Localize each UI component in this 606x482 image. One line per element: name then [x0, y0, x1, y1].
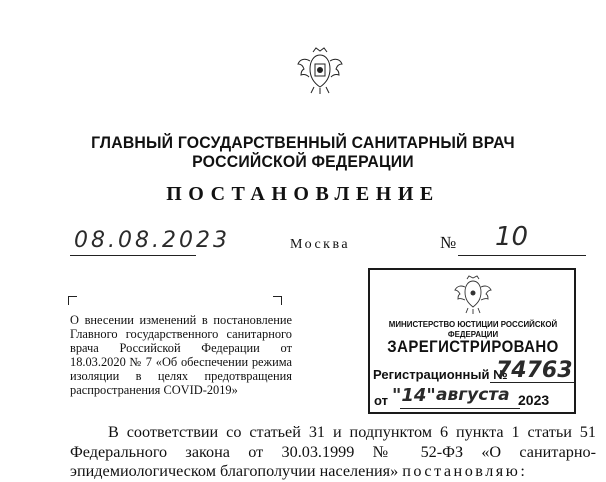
body-paragraph — [70, 423, 596, 482]
document-date: 08.08.2023 — [74, 228, 230, 253]
stamp-ministry-name: МИНИСТЕРСТВО ЮСТИЦИИ РОССИЙСКОЙ ФЕДЕРАЦИИ — [388, 319, 558, 339]
subject-bracket-right — [273, 296, 282, 305]
coat-of-arms-icon — [296, 46, 344, 96]
body-paragraph-text: В соответствии со статьей 31 и подпунктом 6 пункта 1 статьи 51 Федерального закона от 30.03.1999 № 52-ФЗ «О санитарно- эпидемиологическом благополучии населения» — [70, 423, 596, 480]
stamp-status: ЗАРЕГИСТРИРОВАНО — [387, 337, 559, 356]
number-sign: № — [440, 233, 457, 252]
stamp-day: "14" — [392, 385, 436, 406]
document-number: 10 — [495, 222, 529, 252]
decree-word: постановляю: — [402, 462, 528, 480]
stamp-from-label: от — [374, 393, 388, 408]
date-underline — [70, 255, 196, 256]
city-label: Москва — [290, 237, 351, 252]
stamp-coat-of-arms-icon — [452, 274, 494, 316]
authority-title-line-1: ГЛАВНЫЙ ГОСУДАРСТВЕННЫЙ САНИТАРНЫЙ ВРАЧ — [91, 133, 515, 152]
stamp-date-underline — [400, 408, 520, 409]
subject-bracket-left — [68, 296, 77, 305]
number-underline — [458, 255, 586, 256]
authority-title-line-2: РОССИЙСКОЙ ФЕДЕРАЦИИ — [192, 152, 414, 171]
stamp-year: 2023 — [518, 392, 550, 408]
stamp-registration-underline — [490, 382, 574, 383]
stamp-registration-number: 74763 — [496, 358, 573, 383]
stamp-registration-label: Регистрационный № — [373, 367, 508, 382]
document-subject: О внесении изменений в постановление Главного государственного санитарного врача Российской Федерации от 18.03.2020 № 7 «Об обеспечении режима изоляции в целях предотвращения распространения COVID-2019» — [70, 313, 292, 397]
document-type-heading: ПОСТАНОВЛЕНИЕ — [166, 183, 440, 205]
stamp-month: августа — [436, 385, 510, 405]
